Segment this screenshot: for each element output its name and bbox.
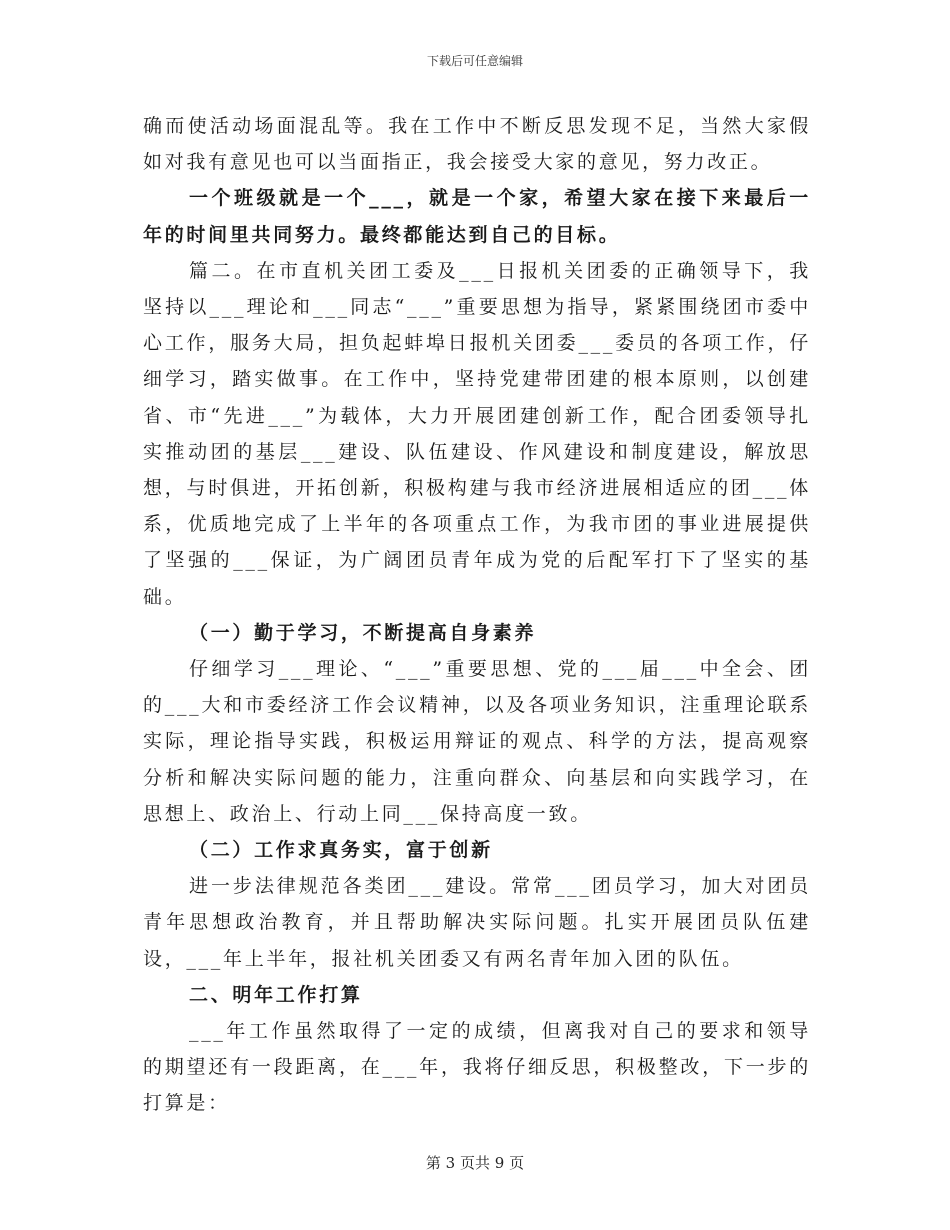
document-body <box>143 108 811 1122</box>
page-header: 下载后可任意编辑 <box>426 54 523 68</box>
section-heading-2: （二）工作求真务实，富于创新 <box>189 839 493 862</box>
page-footer: 第 3 页共 9 页 <box>425 1154 525 1172</box>
paragraph-1: 确而使活动场面混乱等。我在工作中不断反思发现不足，当然大家假如对我有意见也可以当面指正，我会接受大家的意见，努力改正。 <box>143 115 811 174</box>
paragraph-4: 仔细学习___理论、“___”重要思想、党的___届___中全会、团的___大和市委经济工作会议精神，以及各项业务知识，注重理论联系实际，理论指导实践，积极运用辩证的观点、科学的方法，提高观察分析和解决实际问题的能力，注重向群众、向基层和向实践学习，在思想上、政治上、行动上同___保持高度一致。 <box>143 658 811 825</box>
paragraph-5: 进一步法律规范各类团___建设。常常___团员学习，加大对团员青年思想政治教育，并且帮助解决实际问题。扎实开展团员队伍建设，___年上半年，报社机关团委又有两名青年加入团的队伍。 <box>143 875 811 970</box>
paragraph-2: 一个班级就是一个___，就是一个家，希望大家在接下来最后一年的时间里共同努力。最终都能达到自己的目标。 <box>143 187 811 246</box>
section-heading-3: 二、明年工作打算 <box>189 983 363 1006</box>
section-heading-1: （一）勤于学习，不断提高自身素养 <box>189 621 537 644</box>
paragraph-3: 篇二。在市直机关团工委及___日报机关团委的正确领导下，我坚持以___理论和___同志“___”重要思想为指导，紧紧围绕团市委中心工作，服务大局，担负起蚌埠日报机关团委___委员的各项工作，仔细学习，踏实做事。在工作中，坚持党建带团建的根本原则，以创建省、市“先进___”为载体，大力开展团建创新工作，配合团委领导扎实推动团的基层___建设、队伍建设、作风建设和制度建设，解放思想，与时俱进，开拓创新，积极构建与我市经济进展相适应的团___体系，优质地完成了上半年的各项重点工作，为我市团的事业进展提供了坚强的___保证，为广阔团员青年成为党的后配军打下了坚实的基础。 <box>143 259 811 608</box>
paragraph-6: ___年工作虽然取得了一定的成绩，但离我对自己的要求和领导的期望还有一段距离，在___年，我将仔细反思，积极整改，下一步的打算是： <box>143 1020 811 1115</box>
